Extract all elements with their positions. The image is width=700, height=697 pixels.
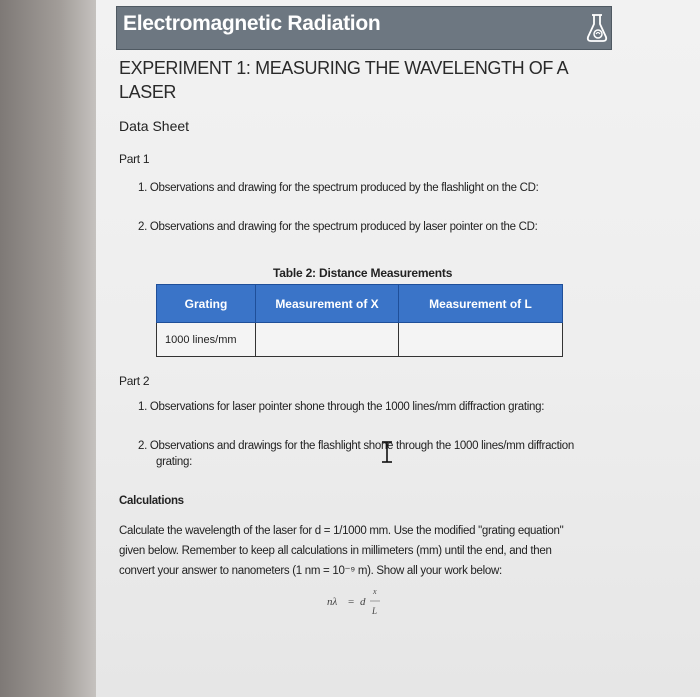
table-header-grating: Grating xyxy=(157,285,256,323)
formula-numerator: x xyxy=(373,587,377,596)
part2-item-2-line1: 2. Observations and drawings for the flashlight shone through the 1000 lines/mm diffraction xyxy=(138,440,574,452)
part2-item-2-line2: grating: xyxy=(156,456,192,468)
part2-heading: Part 2 xyxy=(119,374,150,388)
part2-item-1: 1. Observations for laser pointer shone through the 1000 lines/mm diffraction grating: xyxy=(138,401,545,413)
formula-denominator: L xyxy=(372,606,378,616)
formula-equals: = xyxy=(348,596,355,608)
part1-item-1: 1. Observations and drawing for the spectrum produced by the flashlight on the CD: xyxy=(138,182,539,194)
formula-lhs: nλ xyxy=(327,596,338,608)
grating-equation xyxy=(325,586,385,618)
formula-d: d xyxy=(360,596,366,608)
table-cell-measurement-l[interactable] xyxy=(399,323,563,357)
table-header-measurement-l: Measurement of L xyxy=(399,285,563,323)
table-row xyxy=(157,323,563,357)
table-header-measurement-x: Measurement of X xyxy=(256,285,399,323)
distance-measurements-table xyxy=(156,284,563,357)
calculations-line-3: convert your answer to nanometers (1 nm = 10⁻⁹ m). Show all your work below: xyxy=(119,565,502,577)
calculations-line-1: Calculate the wavelength of the laser for d = 1/1000 mm. Use the modified "grating equation" xyxy=(119,525,564,537)
flask-logo-icon xyxy=(585,13,609,43)
data-sheet-heading: Data Sheet xyxy=(119,118,190,134)
calculations-line-2: given below. Remember to keep all calculations in millimeters (mm) until the end, and then xyxy=(119,545,552,557)
calculations-heading: Calculations xyxy=(119,495,184,507)
experiment-title: EXPERIMENT 1: MEASURING THE WAVELENGTH OF A LASER xyxy=(119,58,568,102)
table-caption: Table 2: Distance Measurements xyxy=(273,266,453,280)
table-cell-grating: 1000 lines/mm xyxy=(157,323,256,357)
table-cell-measurement-x[interactable] xyxy=(256,323,399,357)
text-cursor-icon xyxy=(378,440,396,464)
header-title: Electromagnetic Radiation xyxy=(123,12,381,35)
part1-item-2: 2. Observations and drawing for the spectrum produced by laser pointer on the CD: xyxy=(138,221,538,233)
part1-heading: Part 1 xyxy=(119,152,150,166)
